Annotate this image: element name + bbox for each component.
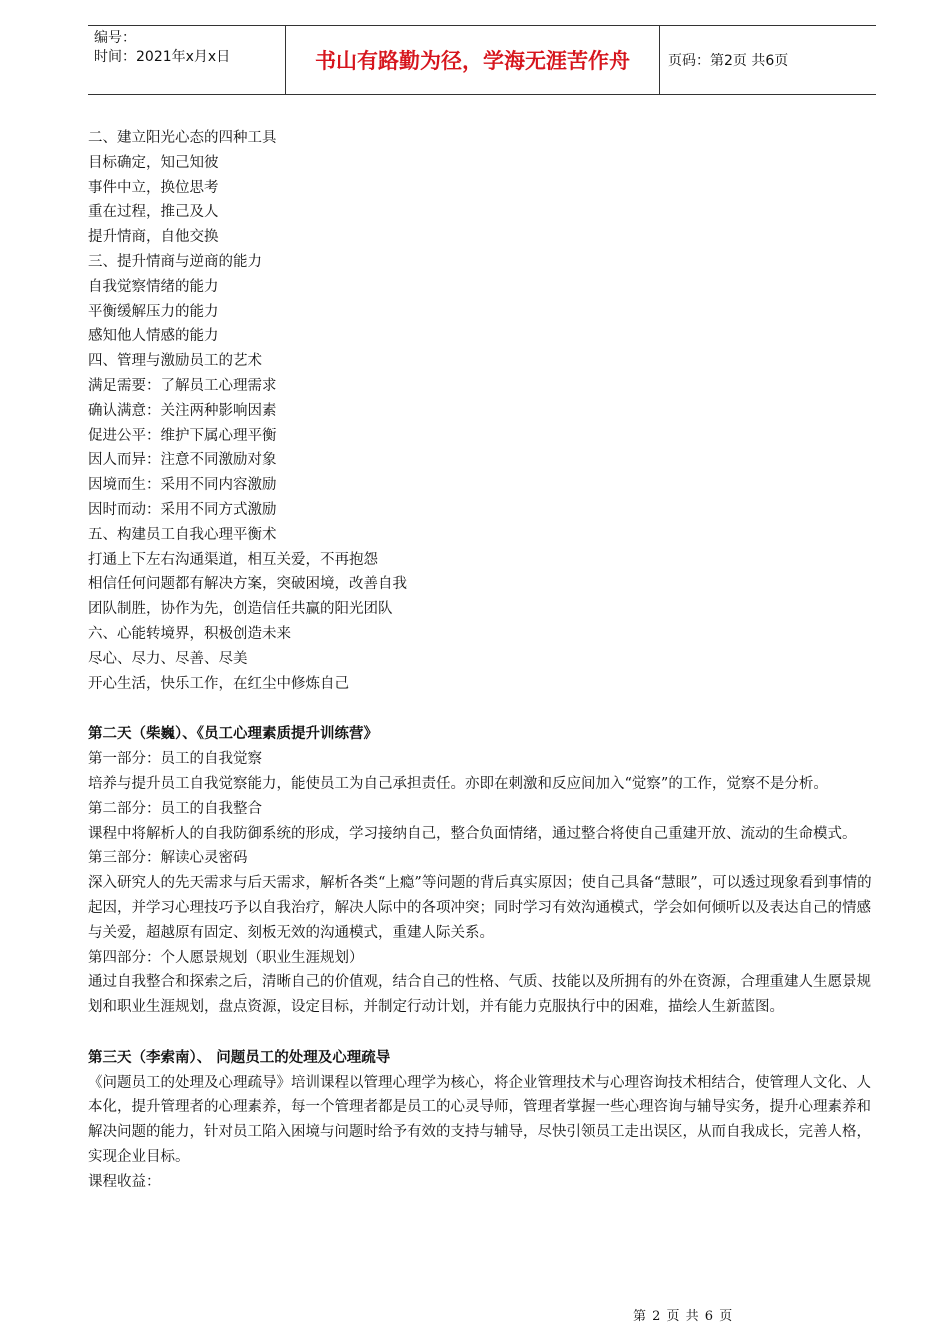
outline-line: 尽心、尽力、尽善、尽美	[88, 650, 248, 667]
header-motto: 书山有路勤为径，学海无涯苦作舟	[286, 26, 660, 94]
outline-line: 团队制胜，协作为先，创造信任共赢的阳光团队	[88, 601, 393, 618]
section-spacer	[88, 1020, 878, 1046]
day2-part1-text: 培养与提升员工自我觉察能力，能使员工为自己承担责任。亦即在刺激和反应间加入“觉察”的工作，觉察不是分析。	[88, 775, 828, 792]
day2-part1-title: 第一部分：员工的自我觉察	[88, 751, 262, 768]
header-page-number: 页码：第2页 共6页	[668, 53, 789, 69]
day3-title: 第三天（李索南）、 问题员工的处理及心理疏导	[88, 1049, 391, 1066]
page-footer: 第 2 页 共 6 页	[633, 1309, 734, 1324]
day3-text: 《问题员工的处理及心理疏导》培训课程以管理心理学为核心，将企业管理技术与心理咨询技术相结合，使管理人文化、人本化，提升管理者的心理素养，每一个管理者都是员工的心灵导师，管理者掌握一些心理咨询与辅导实务，提升心理素养和解决问题的能力，针对员工陷入困境与问题时给予有效的支持与辅导，尽快引领员工走出误区，从而自我成长，完善人格，实现企业目标。	[88, 1074, 871, 1166]
day2-part4-text: 通过自我整合和探索之后，清晰自己的价值观，结合自己的性格、气质、技能以及所拥有的外在资源，合理重建人生愿景规划和职业生涯规划，盘点资源，设定目标，并制定行动计划，并有能力克服执行中的困难，描绘人生新蓝图。	[88, 974, 871, 1016]
outline-line: 因时而动：采用不同方式激励	[88, 501, 277, 518]
outline-line: 三、提升情商与逆商的能力	[88, 253, 262, 270]
page-header	[88, 25, 876, 95]
section-day2	[88, 722, 878, 1020]
outline-line: 开心生活，快乐工作，在红尘中修炼自己	[88, 675, 349, 692]
outline-line: 二、建立阳光心态的四种工具	[88, 130, 277, 146]
section-outline	[88, 126, 878, 696]
section-spacer	[88, 696, 878, 722]
outline-line: 确认满意：关注两种影响因素	[88, 402, 277, 419]
header-meta	[88, 26, 286, 94]
outline-line: 因人而异：注意不同激励对象	[88, 452, 277, 469]
day2-title: 第二天（柴巍）、《员工心理素质提升训练营》	[88, 726, 378, 743]
section-day3	[88, 1046, 878, 1195]
day2-part3-title: 第三部分：解读心灵密码	[88, 850, 248, 867]
day2-part4-title: 第四部分：个人愿景规划（职业生涯规划）	[88, 949, 364, 966]
outline-line: 因境而生：采用不同内容激励	[88, 477, 277, 494]
outline-line: 目标确定，知己知彼	[88, 154, 219, 171]
outline-line: 五、构建员工自我心理平衡术	[88, 526, 277, 543]
day3-benefit-label: 课程收益：	[88, 1173, 161, 1190]
outline-line: 重在过程，推己及人	[88, 204, 219, 221]
outline-line: 满足需要：了解员工心理需求	[88, 377, 277, 394]
day2-part2-title: 第二部分：员工的自我整合	[88, 800, 262, 817]
outline-line: 感知他人情感的能力	[88, 328, 219, 345]
outline-line: 六、心能转境界，积极创造未来	[88, 625, 291, 642]
day2-part2-text: 课程中将解析人的自我防御系统的形成，学习接纳自己，整合负面情绪，通过整合将使自己重建开放、流动的生命模式。	[88, 825, 857, 842]
outline-line: 事件中立，换位思考	[88, 179, 219, 196]
outline-line: 平衡缓解压力的能力	[88, 303, 219, 320]
document-number: 编号：	[94, 30, 136, 46]
outline-line: 自我觉察情绪的能力	[88, 278, 219, 295]
outline-line: 四、管理与激励员工的艺术	[88, 353, 262, 370]
outline-line: 提升情商，自他交换	[88, 229, 219, 246]
document-time: 时间：2021年x月x日	[94, 49, 231, 65]
outline-line: 打通上下左右沟通渠道，相互关爱，不再抱怨	[88, 551, 378, 568]
outline-line: 相信任何问题都有解决方案，突破困境，改善自我	[88, 576, 407, 593]
day2-part3-text: 深入研究人的先天需求与后天需求，解析各类“上瘾”等问题的背后真实原因；使自己具备“慧眼”，可以透过现象看到事情的起因，并学习心理技巧予以自我治疗，解决人际中的各项冲突；同时学习有效沟通模式，学会如何倾听以及表达自己的情感与关爱，超越原有固定、刻板无效的沟通模式，重建人际关系。	[88, 875, 872, 941]
document-body	[88, 126, 878, 1195]
outline-line: 促进公平：维护下属心理平衡	[88, 427, 277, 444]
